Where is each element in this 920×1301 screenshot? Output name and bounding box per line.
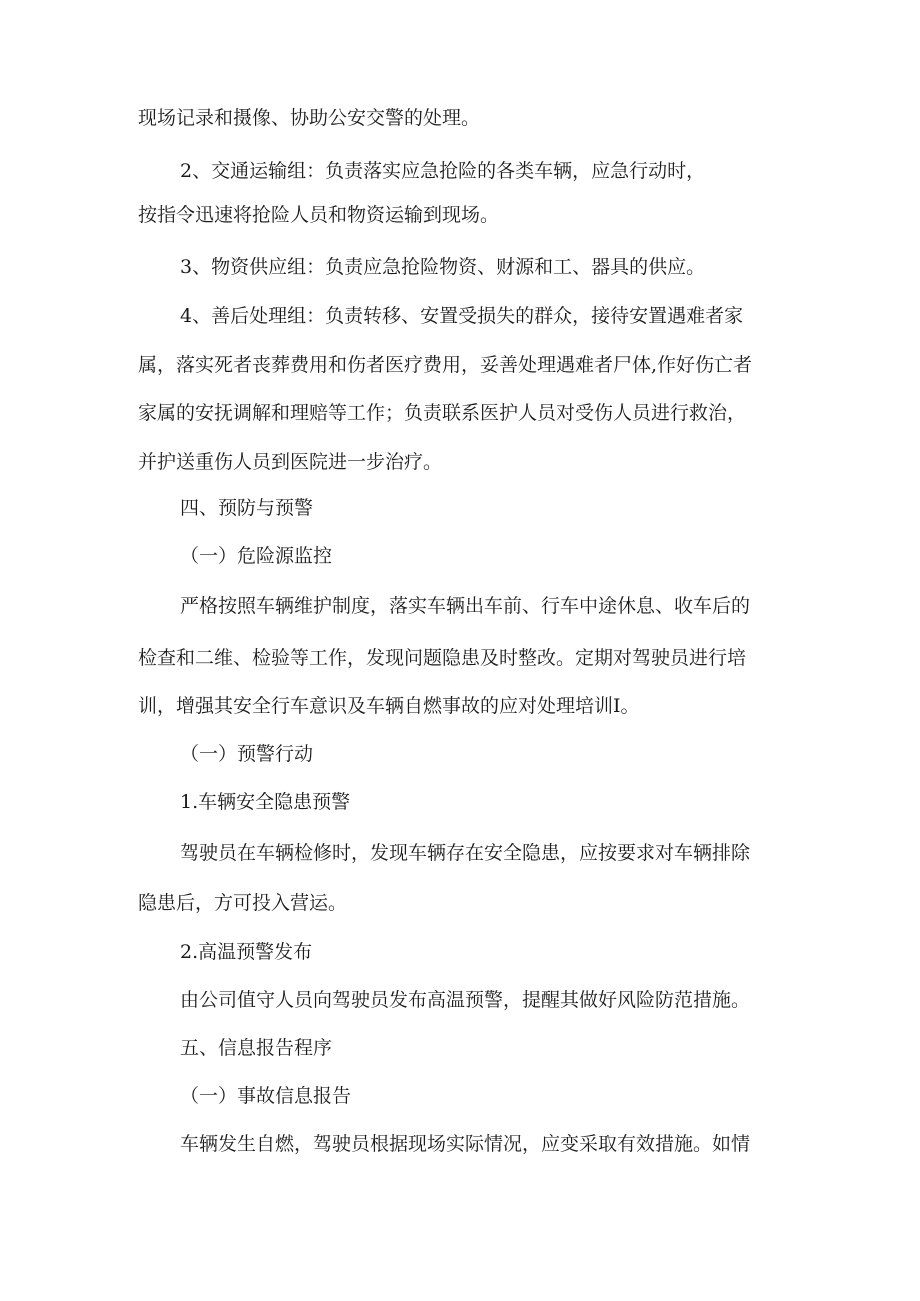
item-heading: 2.高温预警发布: [180, 941, 313, 963]
section-heading: 五、信息报告程序: [180, 1037, 333, 1059]
text-line: 车辆发生自燃，驾驶员根据现场实际情况，应变采取有效措施。如情: [180, 1133, 751, 1155]
section-heading: 四、预防与预警: [180, 497, 314, 519]
text-line: 驾驶员在车辆检修时，发现车辆存在安全隐患，应按要求对车辆排除: [180, 842, 751, 864]
text-line: 严格按照车辆维护制度，落实车辆出车前、行车中途休息、收车后的: [180, 595, 751, 617]
text-line: 隐患后，方可投入营运。: [138, 892, 348, 914]
subsection-heading: （一）危险源监控: [180, 545, 333, 567]
text-line: 4、善后处理组：负责转移、安置受损失的群众，接待安置遇难者家: [180, 305, 744, 327]
text-line: 并护送重伤人员到医院进一步治疗。: [138, 451, 443, 473]
subsection-heading: （一）预警行动: [180, 743, 314, 765]
text-line: 按指令迅速将抢险人员和物资运输到现场。: [138, 204, 500, 226]
text-line: 现场记录和摄像、协助公安交警的处理。: [138, 107, 481, 129]
item-heading: 1.车辆安全隐患预警: [180, 791, 351, 813]
text-line: 训，增强其安全行车意识及车辆自燃事故的应对处理培训I。: [138, 695, 640, 717]
text-line: 3、物资供应组：负责应急抢险物资、财源和工、器具的供应。: [180, 256, 706, 278]
text-line: 由公司值守人员向驾驶员发布高温预警，提醒其做好风险防范措施。: [180, 989, 751, 1011]
subsection-heading: （一）事故信息报告: [180, 1085, 352, 1107]
text-line: 检查和二维、检验等工作，发现问题隐患及时整改。定期对驾驶员进行培: [138, 647, 747, 669]
text-line: 家属的安抚调解和理赔等工作；负责联系医护人员对受伤人员进行救治，: [138, 402, 747, 424]
text-line: 2、交通运输组：负责落实应急抢险的各类车辆，应急行动时，: [180, 160, 706, 182]
text-line: 属，落实死者丧葬费用和伤者医疗费用，妥善处理遇难者尸体,作好伤亡者: [138, 354, 753, 376]
